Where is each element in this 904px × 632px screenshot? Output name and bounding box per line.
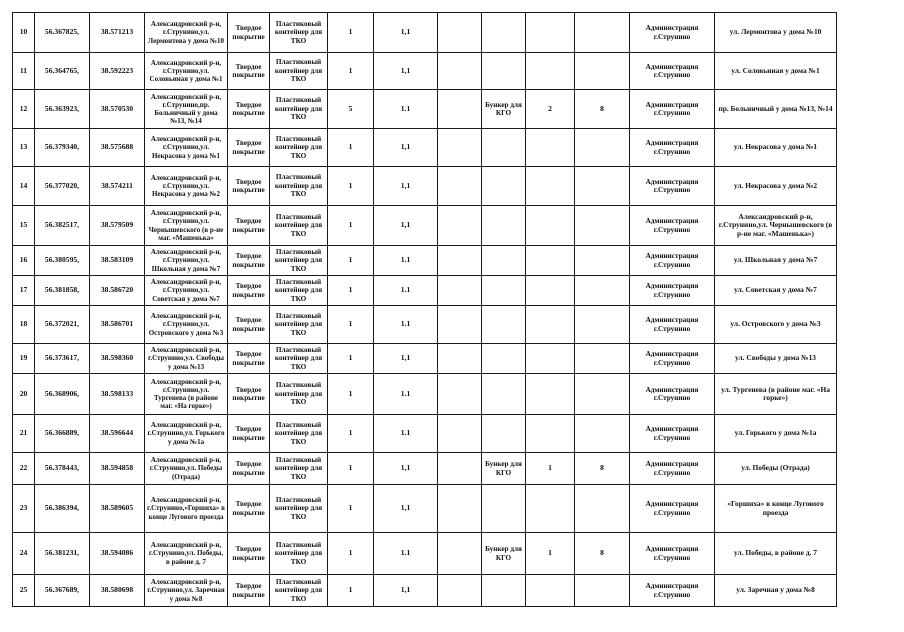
- surface-cell: Твердое покрытие: [228, 90, 270, 129]
- latitude-cell: 56.380595,: [35, 246, 90, 276]
- container-volume-cell: 1,1: [374, 167, 438, 206]
- bunker-type-cell: Бункер для КГО: [482, 453, 526, 485]
- bunker-type-cell: [482, 575, 526, 607]
- container-volume-cell: 1.1: [374, 246, 438, 276]
- surface-cell: Твердое покрытие: [228, 453, 270, 485]
- owner-cell: Администрация г.Струнино: [630, 167, 715, 206]
- bunker-count-cell: 2: [526, 90, 575, 129]
- container-type-cell: Пластиковый контейнер для ТКО: [270, 415, 328, 453]
- address-cell: Александровский р-н, г.Струнино,ул. Свободы у дома №13: [145, 344, 228, 374]
- empty-cell: [438, 129, 482, 167]
- address-cell: Александровский р-н, г.Струнино,ул. Горького у дома №1а: [145, 415, 228, 453]
- container-volume-cell: 1,1: [374, 453, 438, 485]
- bunker-count-cell: [526, 167, 575, 206]
- container-type-cell: Пластиковый контейнер для ТКО: [270, 90, 328, 129]
- bunker-count-cell: [526, 206, 575, 246]
- bunker-count-cell: [526, 13, 575, 53]
- registry-sheet: [12, 12, 837, 607]
- waste-sites-table: [12, 12, 837, 607]
- table-row: [13, 167, 837, 206]
- container-volume-cell: 1,1: [374, 575, 438, 607]
- waste-source-cell: ул. Островского у дома №3: [715, 306, 837, 344]
- surface-cell: Твердое покрытие: [228, 485, 270, 533]
- bunker-type-cell: Бункер для КГО: [482, 533, 526, 575]
- table-row: [13, 53, 837, 90]
- container-volume-cell: 1.1: [374, 533, 438, 575]
- bunker-type-cell: [482, 206, 526, 246]
- owner-cell: Администрация г.Струнино: [630, 129, 715, 167]
- latitude-cell: 56.364765,: [35, 53, 90, 90]
- container-count-cell: 1: [328, 206, 374, 246]
- bunker-type-cell: [482, 246, 526, 276]
- empty-cell: [438, 13, 482, 53]
- longitude-cell: 38.571213: [90, 13, 145, 53]
- container-type-cell: Пластиковый контейнер для ТКО: [270, 13, 328, 53]
- row-number: 10: [13, 13, 35, 53]
- container-volume-cell: 1.1: [374, 374, 438, 415]
- container-type-cell: Пластиковый контейнер для ТКО: [270, 344, 328, 374]
- address-cell: Александровский р-н, г.Струнино,ул. Соловьиная у дома №1: [145, 53, 228, 90]
- longitude-cell: 38.594858: [90, 453, 145, 485]
- owner-cell: Администрация г.Струнино: [630, 374, 715, 415]
- surface-cell: Твердое покрытие: [228, 415, 270, 453]
- owner-cell: Администрация г.Струнино: [630, 53, 715, 90]
- empty-cell: [438, 306, 482, 344]
- owner-cell: Администрация г.Струнино: [630, 533, 715, 575]
- container-count-cell: 1: [328, 374, 374, 415]
- bunker-type-cell: [482, 485, 526, 533]
- container-type-cell: Пластиковый контейнер для ТКО: [270, 575, 328, 607]
- owner-cell: Администрация г.Струнино: [630, 575, 715, 607]
- table-row: [13, 246, 837, 276]
- table-body: [13, 13, 837, 607]
- surface-cell: Твердое покрытие: [228, 167, 270, 206]
- bunker-type-cell: [482, 167, 526, 206]
- latitude-cell: 56.381231,: [35, 533, 90, 575]
- longitude-cell: 38.589605: [90, 485, 145, 533]
- bunker-volume-cell: [575, 575, 630, 607]
- address-cell: Александровский р-н, г.Струнино,ул. Островского у дома №3: [145, 306, 228, 344]
- table-row: [13, 485, 837, 533]
- bunker-volume-cell: [575, 53, 630, 90]
- row-number: 25: [13, 575, 35, 607]
- empty-cell: [438, 53, 482, 90]
- owner-cell: Администрация г.Струнино: [630, 276, 715, 306]
- row-number: 20: [13, 374, 35, 415]
- bunker-count-cell: 1: [526, 453, 575, 485]
- empty-cell: [438, 485, 482, 533]
- bunker-volume-cell: [575, 167, 630, 206]
- row-number: 18: [13, 306, 35, 344]
- bunker-type-cell: [482, 374, 526, 415]
- owner-cell: Администрация г.Струнино: [630, 13, 715, 53]
- owner-cell: Администрация г.Струнино: [630, 306, 715, 344]
- longitude-cell: 38.594086: [90, 533, 145, 575]
- empty-cell: [438, 415, 482, 453]
- empty-cell: [438, 533, 482, 575]
- table-row: [13, 374, 837, 415]
- table-row: [13, 575, 837, 607]
- container-count-cell: 1: [328, 344, 374, 374]
- waste-source-cell: ул. Школьная у дома №7: [715, 246, 837, 276]
- waste-source-cell: «Горшиха» в конце Лугового проезда: [715, 485, 837, 533]
- longitude-cell: 38.586720: [90, 276, 145, 306]
- container-type-cell: Пластиковый контейнер для ТКО: [270, 129, 328, 167]
- container-volume-cell: 1,1: [374, 485, 438, 533]
- container-count-cell: 5: [328, 90, 374, 129]
- container-count-cell: 1: [328, 533, 374, 575]
- waste-source-cell: ул. Лермонтова у дома №10: [715, 13, 837, 53]
- longitude-cell: 38.592223: [90, 53, 145, 90]
- longitude-cell: 38.598360: [90, 344, 145, 374]
- bunker-count-cell: [526, 53, 575, 90]
- table-row: [13, 13, 837, 53]
- owner-cell: Администрация г.Струнино: [630, 485, 715, 533]
- table-row: [13, 206, 837, 246]
- address-cell: Александровский р-н, г.Струнино,«Горшиха» в конце Лугового проезда: [145, 485, 228, 533]
- empty-cell: [438, 453, 482, 485]
- empty-cell: [438, 90, 482, 129]
- latitude-cell: 56.377020,: [35, 167, 90, 206]
- longitude-cell: 38.580698: [90, 575, 145, 607]
- longitude-cell: 38.575688: [90, 129, 145, 167]
- bunker-count-cell: [526, 575, 575, 607]
- latitude-cell: 56.386394,: [35, 485, 90, 533]
- container-volume-cell: 1.1: [374, 276, 438, 306]
- waste-source-cell: ул. Соловьиная у дома №1: [715, 53, 837, 90]
- bunker-type-cell: [482, 306, 526, 344]
- container-type-cell: Пластиковый контейнер для ТКО: [270, 533, 328, 575]
- surface-cell: Твердое покрытие: [228, 533, 270, 575]
- table-row: [13, 90, 837, 129]
- container-volume-cell: 1,1: [374, 53, 438, 90]
- latitude-cell: 56.367689,: [35, 575, 90, 607]
- bunker-volume-cell: [575, 415, 630, 453]
- row-number: 21: [13, 415, 35, 453]
- surface-cell: Твердое покрытие: [228, 53, 270, 90]
- bunker-volume-cell: 8: [575, 90, 630, 129]
- waste-source-cell: ул. Победы (Отрада): [715, 453, 837, 485]
- latitude-cell: 56.373617,: [35, 344, 90, 374]
- waste-source-cell: ул. Заречная у дома №8: [715, 575, 837, 607]
- table-row: [13, 129, 837, 167]
- container-volume-cell: 1.1: [374, 306, 438, 344]
- latitude-cell: 56.381858,: [35, 276, 90, 306]
- longitude-cell: 38.598133: [90, 374, 145, 415]
- container-count-cell: 1: [328, 13, 374, 53]
- waste-source-cell: ул. Некрасова у дома №2: [715, 167, 837, 206]
- surface-cell: Твердое покрытие: [228, 344, 270, 374]
- row-number: 22: [13, 453, 35, 485]
- row-number: 11: [13, 53, 35, 90]
- empty-cell: [438, 344, 482, 374]
- bunker-count-cell: [526, 129, 575, 167]
- bunker-type-cell: [482, 129, 526, 167]
- container-count-cell: 1: [328, 306, 374, 344]
- address-cell: Александровский р-н, г.Струнино,ул. Советская у дома №7: [145, 276, 228, 306]
- address-cell: Александровский р-н, г.Струнино,ул. Победы (Отрада): [145, 453, 228, 485]
- longitude-cell: 38.596644: [90, 415, 145, 453]
- row-number: 14: [13, 167, 35, 206]
- empty-cell: [438, 575, 482, 607]
- row-number: 17: [13, 276, 35, 306]
- row-number: 23: [13, 485, 35, 533]
- container-type-cell: Пластиковый контейнер для ТКО: [270, 306, 328, 344]
- bunker-volume-cell: [575, 374, 630, 415]
- latitude-cell: 56.378443,: [35, 453, 90, 485]
- container-count-cell: 1: [328, 246, 374, 276]
- latitude-cell: 56.366889,: [35, 415, 90, 453]
- row-number: 16: [13, 246, 35, 276]
- address-cell: Александровский р-н, г.Струнино,ул. Некрасова у дома №1: [145, 129, 228, 167]
- container-volume-cell: 1,1: [374, 344, 438, 374]
- bunker-volume-cell: [575, 13, 630, 53]
- container-volume-cell: 1,1: [374, 13, 438, 53]
- bunker-type-cell: Бункер для КГО: [482, 90, 526, 129]
- table-row: [13, 306, 837, 344]
- empty-cell: [438, 167, 482, 206]
- container-count-cell: 1: [328, 167, 374, 206]
- bunker-volume-cell: [575, 276, 630, 306]
- bunker-type-cell: [482, 415, 526, 453]
- waste-source-cell: Александровский р-н, г.Струнино,ул. Чернышевского (в р-не маг. «Машенька»): [715, 206, 837, 246]
- bunker-volume-cell: [575, 485, 630, 533]
- owner-cell: Администрация г.Струнино: [630, 453, 715, 485]
- table-row: [13, 533, 837, 575]
- latitude-cell: 56.382517,: [35, 206, 90, 246]
- row-number: 12: [13, 90, 35, 129]
- bunker-volume-cell: 8: [575, 453, 630, 485]
- owner-cell: Администрация г.Струнино: [630, 246, 715, 276]
- surface-cell: Твердое покрытие: [228, 246, 270, 276]
- surface-cell: Твердое покрытие: [228, 129, 270, 167]
- bunker-volume-cell: 8: [575, 533, 630, 575]
- bunker-count-cell: [526, 246, 575, 276]
- container-type-cell: Пластиковый контейнер для ТКО: [270, 167, 328, 206]
- container-volume-cell: 1.1: [374, 415, 438, 453]
- empty-cell: [438, 246, 482, 276]
- bunker-volume-cell: [575, 246, 630, 276]
- bunker-volume-cell: [575, 206, 630, 246]
- address-cell: Александровский р-н, г.Струнино,ул. Победы, в районе д. 7: [145, 533, 228, 575]
- container-type-cell: Пластиковый контейнер для ТКО: [270, 53, 328, 90]
- empty-cell: [438, 276, 482, 306]
- surface-cell: Твердое покрытие: [228, 13, 270, 53]
- container-volume-cell: 1,1: [374, 206, 438, 246]
- container-count-cell: 1: [328, 575, 374, 607]
- table-row: [13, 453, 837, 485]
- container-type-cell: Пластиковый контейнер для ТКО: [270, 374, 328, 415]
- owner-cell: Администрация г.Струнино: [630, 344, 715, 374]
- bunker-count-cell: [526, 276, 575, 306]
- container-count-cell: 1: [328, 453, 374, 485]
- waste-source-cell: пр. Больничный у дома №13, №14: [715, 90, 837, 129]
- bunker-volume-cell: [575, 129, 630, 167]
- empty-cell: [438, 206, 482, 246]
- bunker-count-cell: [526, 415, 575, 453]
- row-number: 15: [13, 206, 35, 246]
- table-row: [13, 344, 837, 374]
- latitude-cell: 56.379340,: [35, 129, 90, 167]
- row-number: 19: [13, 344, 35, 374]
- longitude-cell: 38.583109: [90, 246, 145, 276]
- container-type-cell: Пластиковый контейнер для ТКО: [270, 276, 328, 306]
- bunker-count-cell: [526, 485, 575, 533]
- surface-cell: Твердое покрытие: [228, 276, 270, 306]
- bunker-volume-cell: [575, 344, 630, 374]
- bunker-count-cell: 1: [526, 533, 575, 575]
- bunker-type-cell: [482, 344, 526, 374]
- surface-cell: Твердое покрытие: [228, 206, 270, 246]
- row-number: 13: [13, 129, 35, 167]
- table-row: [13, 276, 837, 306]
- container-count-cell: 1: [328, 415, 374, 453]
- waste-source-cell: ул. Тургенева (в районе маг. «На горке»): [715, 374, 837, 415]
- address-cell: Александровский р-н, г.Струнино,пр. Больничный у дома №13, №14: [145, 90, 228, 129]
- bunker-type-cell: [482, 276, 526, 306]
- row-number: 24: [13, 533, 35, 575]
- container-type-cell: Пластиковый контейнер для ТКО: [270, 453, 328, 485]
- owner-cell: Администрация г.Струнино: [630, 206, 715, 246]
- waste-source-cell: ул. Горького у дома №1а: [715, 415, 837, 453]
- longitude-cell: 38.586701: [90, 306, 145, 344]
- container-count-cell: 1: [328, 485, 374, 533]
- address-cell: Александровский р-н, г.Струнино,ул. Лермонтова у дома №10: [145, 13, 228, 53]
- longitude-cell: 38.570530: [90, 90, 145, 129]
- owner-cell: Администрация г.Струнино: [630, 415, 715, 453]
- address-cell: Александровский р-н, г.Струнино,ул. Некрасова у дома №2: [145, 167, 228, 206]
- container-count-cell: 1: [328, 129, 374, 167]
- container-type-cell: Пластиковый контейнер для ТКО: [270, 485, 328, 533]
- latitude-cell: 56.372021,: [35, 306, 90, 344]
- container-type-cell: Пластиковый контейнер для ТКО: [270, 206, 328, 246]
- surface-cell: Твердое покрытие: [228, 575, 270, 607]
- waste-source-cell: ул. Свободы у дома №13: [715, 344, 837, 374]
- waste-source-cell: ул. Некрасова у дома №1: [715, 129, 837, 167]
- bunker-count-cell: [526, 306, 575, 344]
- latitude-cell: 56.363923,: [35, 90, 90, 129]
- address-cell: Александровский р-н, г.Струнино,ул. Тургенева (в районе маг. «На горке»): [145, 374, 228, 415]
- latitude-cell: 56.367825,: [35, 13, 90, 53]
- waste-source-cell: ул. Советская у дома №7: [715, 276, 837, 306]
- waste-source-cell: ул. Победы, в районе д. 7: [715, 533, 837, 575]
- empty-cell: [438, 374, 482, 415]
- bunker-count-cell: [526, 374, 575, 415]
- bunker-type-cell: [482, 53, 526, 90]
- surface-cell: Твердое покрытие: [228, 306, 270, 344]
- latitude-cell: 56.368906,: [35, 374, 90, 415]
- bunker-volume-cell: [575, 306, 630, 344]
- container-count-cell: 1: [328, 276, 374, 306]
- longitude-cell: 38.579509: [90, 206, 145, 246]
- longitude-cell: 38.574211: [90, 167, 145, 206]
- address-cell: Александровский р-н, г.Струнино,ул. Чернышевского (в р-не маг. «Машенька»: [145, 206, 228, 246]
- container-count-cell: 1: [328, 53, 374, 90]
- address-cell: Александровский р-н, г.Струнино,ул. Школьная у дома №7: [145, 246, 228, 276]
- container-volume-cell: 1.1: [374, 90, 438, 129]
- bunker-type-cell: [482, 13, 526, 53]
- container-volume-cell: 1,1: [374, 129, 438, 167]
- bunker-count-cell: [526, 344, 575, 374]
- surface-cell: Твердое покрытие: [228, 374, 270, 415]
- owner-cell: Администрация г.Струнино: [630, 90, 715, 129]
- table-row: [13, 415, 837, 453]
- container-type-cell: Пластиковый контейнер для ТКО: [270, 246, 328, 276]
- address-cell: Александровский р-н, г.Струнино,ул. Заречная у дома №8: [145, 575, 228, 607]
